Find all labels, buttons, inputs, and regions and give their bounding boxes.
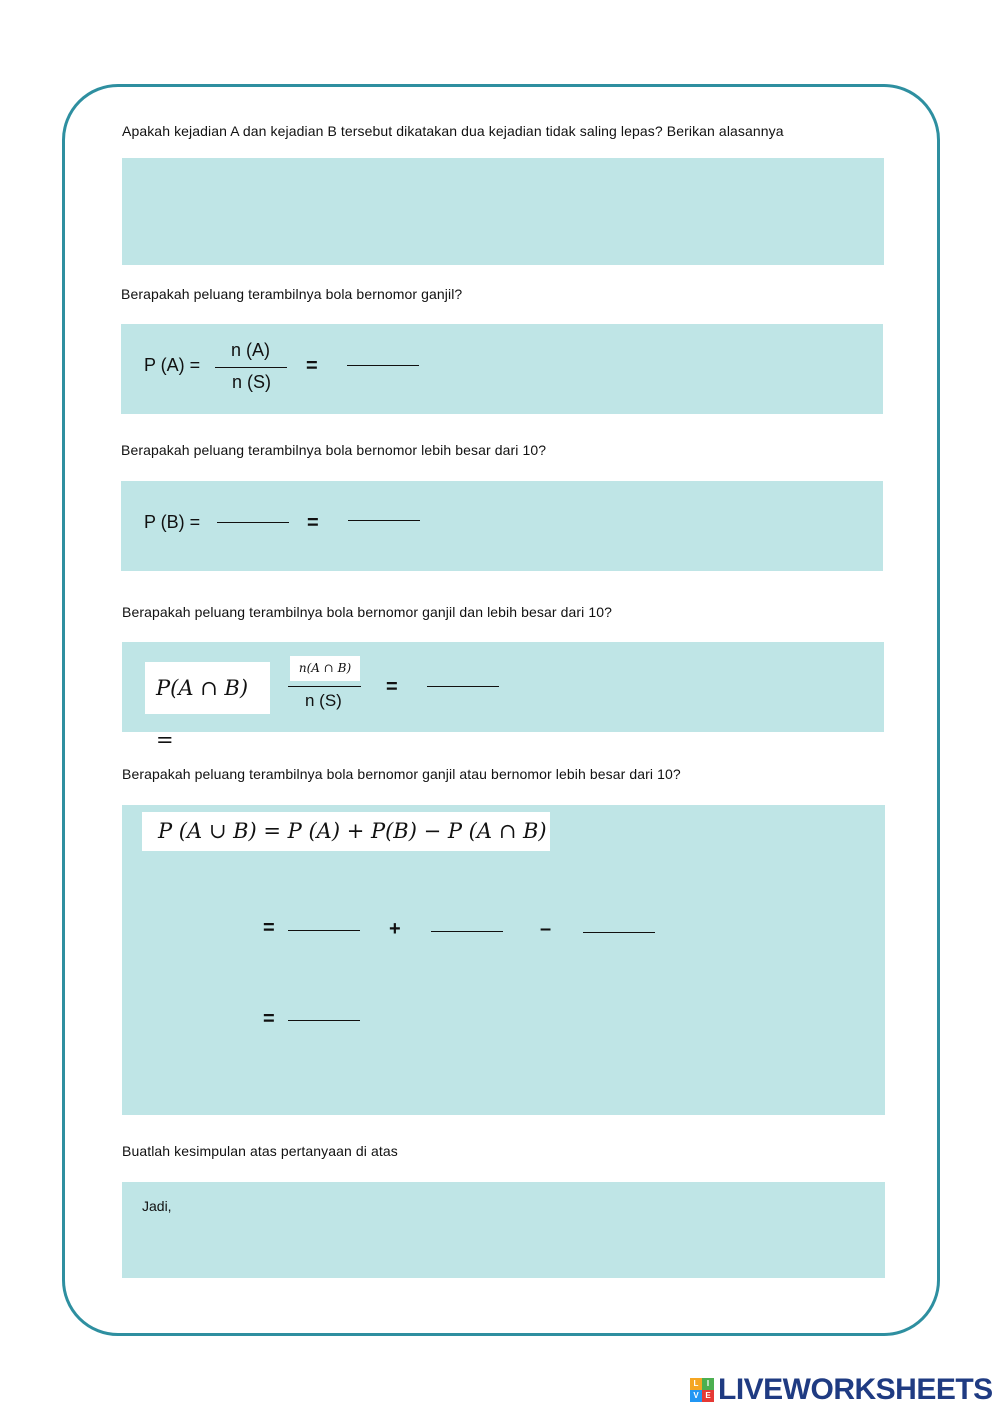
union-formula: P (A ∪ B) = P (A) + P(B) − P (A ∩ B) xyxy=(142,812,550,851)
equals-sign: = xyxy=(307,512,319,534)
answer-blank-pb-fraction[interactable] xyxy=(217,522,289,523)
pa-denominator: n (S) xyxy=(232,372,272,392)
logo-letter: E xyxy=(702,1390,714,1402)
pab-formula-label: P(A ∩ B) = xyxy=(145,662,270,714)
liveworksheets-logo xyxy=(690,1373,993,1407)
question-1-text: Apakah kejadian A dan kejadian B tersebut dikatakan dua kejadian tidak saling lepas? Berikan alasannya xyxy=(122,123,784,139)
pab-numerator: n(A ∩ B) xyxy=(290,656,360,681)
question-5-text: Berapakah peluang terambilnya bola bernomor ganjil atau bernomor lebih besar dari 10? xyxy=(122,766,681,782)
answer-blank-union-result[interactable] xyxy=(288,1020,360,1021)
answer-box-4 xyxy=(122,642,884,752)
answer-box-1[interactable] xyxy=(122,158,884,265)
question-4-text: Berapakah peluang terambilnya bola bernomor ganjil dan lebih besar dari 10? xyxy=(122,604,613,620)
pb-label: P (B) = xyxy=(144,512,201,532)
equals-sign: = xyxy=(386,676,398,698)
equals-sign: = xyxy=(263,1008,275,1030)
logo-letter: L xyxy=(690,1378,702,1390)
question-3-text: Berapakah peluang terambilnya bola bernomor lebih besar dari 10? xyxy=(121,442,547,458)
plus-sign: + xyxy=(389,918,401,940)
answer-box-5 xyxy=(122,805,885,1115)
question-2-text: Berapakah peluang terambilnya bola bernomor ganjil? xyxy=(121,286,463,302)
logo-letter: V xyxy=(690,1390,702,1402)
answer-blank-pa[interactable] xyxy=(347,365,419,366)
answer-box-2 xyxy=(121,324,883,414)
pa-fraction-line xyxy=(215,367,287,368)
pa-label: P (A) = xyxy=(144,355,201,375)
logo-letter: I xyxy=(702,1378,714,1390)
equals-sign: = xyxy=(306,355,318,377)
answer-box-3 xyxy=(121,481,883,571)
answer-blank-union-pa[interactable] xyxy=(288,930,360,931)
answer-blank-union-pab[interactable] xyxy=(583,932,655,933)
minus-sign: – xyxy=(540,918,552,940)
equals-sign: = xyxy=(263,917,275,939)
pa-numerator: n (A) xyxy=(231,340,271,360)
conclusion-prefix: Jadi, xyxy=(142,1198,172,1214)
pab-fraction-line xyxy=(288,686,361,687)
liveworksheets-logo-text: LIVEWORKSHEETS xyxy=(718,1373,993,1406)
liveworksheets-logo-icon xyxy=(690,1378,714,1402)
answer-blank-union-pb[interactable] xyxy=(431,931,503,932)
question-6-text: Buatlah kesimpulan atas pertanyaan di atas xyxy=(122,1143,398,1159)
answer-blank-pab[interactable] xyxy=(427,686,499,687)
pab-denominator: n (S) xyxy=(305,691,342,710)
answer-blank-pb-result[interactable] xyxy=(348,520,420,521)
conclusion-box[interactable] xyxy=(122,1182,885,1278)
